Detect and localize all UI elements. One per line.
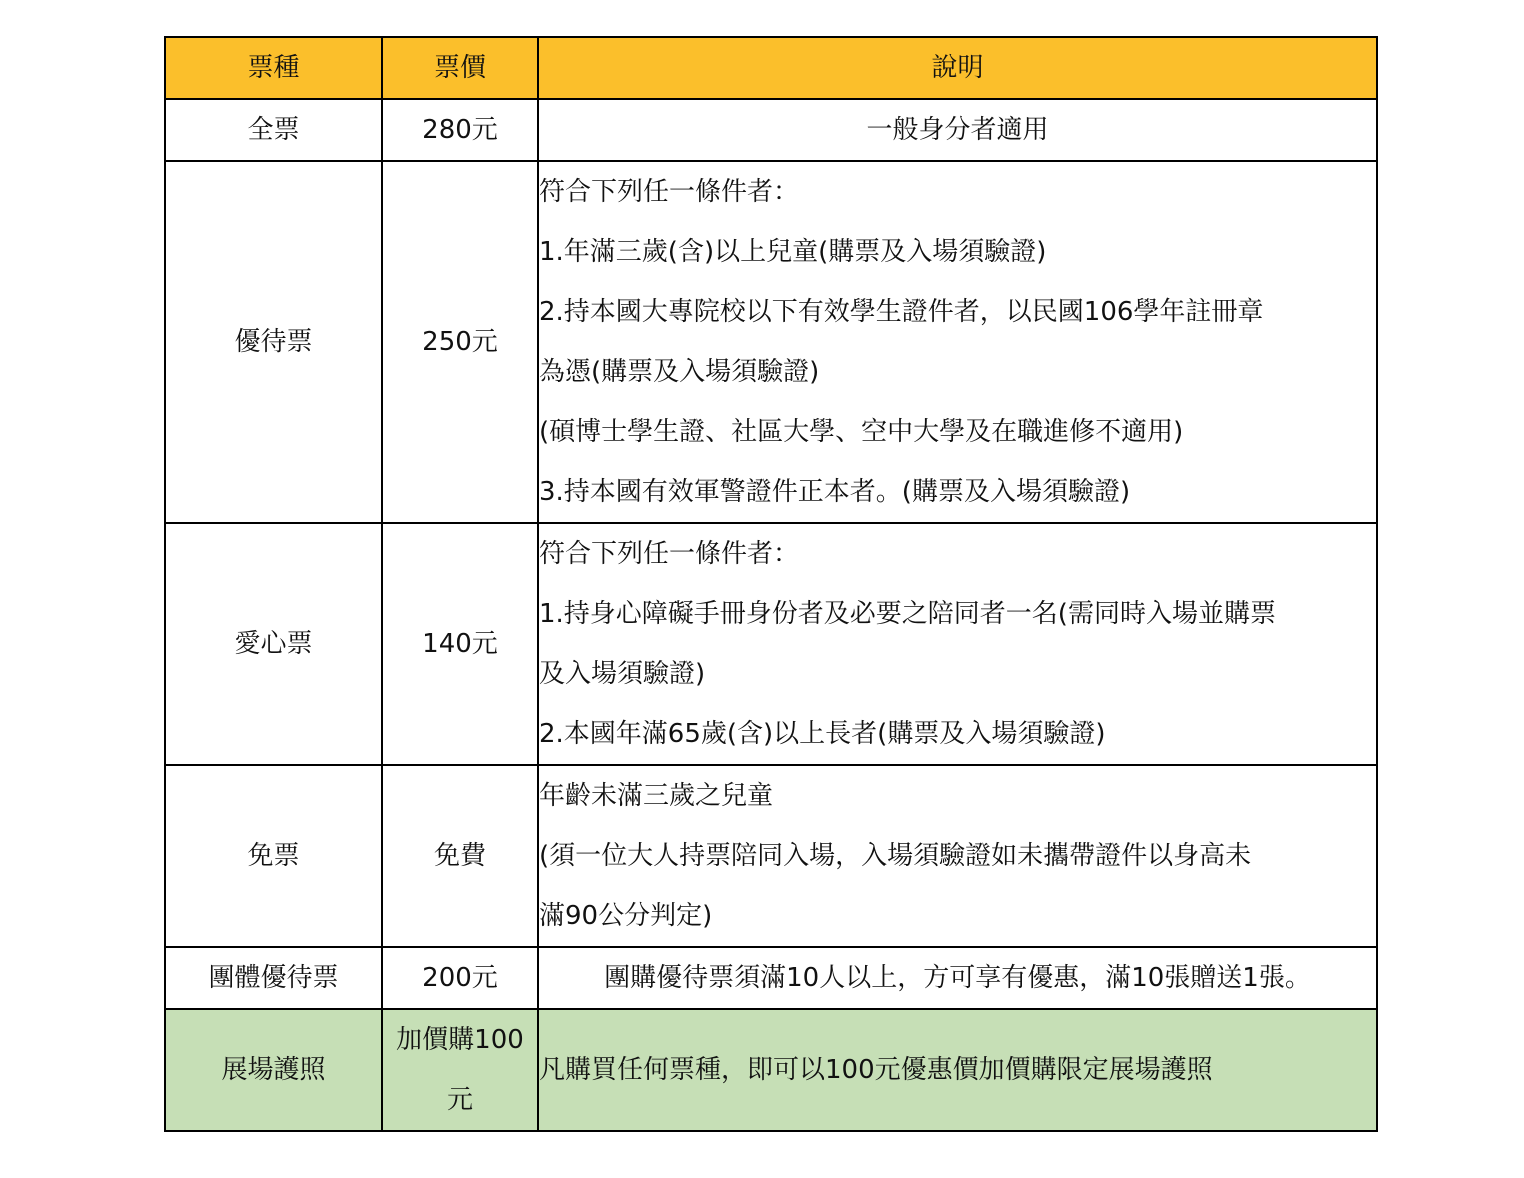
table-header-row [165,37,1377,99]
price-line: 元 [446,1085,473,1115]
ticket-price-cell: 140元 [382,523,538,765]
ticket-price-cell: 免費 [382,765,538,947]
header-ticket-price: 票價 [382,37,538,99]
ticket-price-cell: 250元 [382,161,538,523]
description-line: 1.年滿三歲(含)以上兒童(購票及入場須驗證) [539,237,1047,267]
ticket-price-cell: 280元 [382,99,538,161]
description-line: 及入場須驗證) [539,659,706,689]
description-line: 2.持本國大專院校以下有效學生證件者，以民國106學年註冊章 [539,297,1264,327]
description-line: 3.持本國有效軍警證件正本者。(購票及入場須驗證) [539,477,1131,507]
description-line: 2.本國年滿65歲(含)以上長者(購票及入場須驗證) [539,719,1106,749]
ticket-type-cell: 免票 [165,765,382,947]
ticket-type-cell: 優待票 [165,161,382,523]
ticket-description-cell: 團購優待票須滿10人以上，方可享有優惠，滿10張贈送1張。 [538,947,1377,1009]
description-line: 年齡未滿三歲之兒童 [539,781,774,811]
description-line: 滿90公分判定) [539,901,713,931]
table-row-group [165,947,1377,1009]
ticket-price-table [164,36,1378,1132]
ticket-type-cell: 全票 [165,99,382,161]
ticket-description-cell [538,161,1377,523]
description-line: 符合下列任一條件者： [539,539,800,569]
ticket-type-cell: 展場護照 [165,1009,382,1131]
table-row-discount [165,161,1377,523]
table-row-full [165,99,1377,161]
ticket-type-cell: 愛心票 [165,523,382,765]
price-line: 加價購100 [396,1025,524,1055]
table-row-charity [165,523,1377,765]
ticket-price-cell [382,1009,538,1131]
ticket-type-cell: 團體優待票 [165,947,382,1009]
description-line: (須一位大人持票陪同入場，入場須驗證如未攜帶證件以身高未 [539,841,1252,871]
table-row-free [165,765,1377,947]
header-ticket-type: 票種 [165,37,382,99]
header-description: 說明 [538,37,1377,99]
description-line: 為憑(購票及入場須驗證) [539,357,820,387]
ticket-price-cell: 200元 [382,947,538,1009]
ticket-description-cell [538,523,1377,765]
description-line: 符合下列任一條件者： [539,177,800,207]
description-line: (碩博士學生證、社區大學、空中大學及在職進修不適用) [539,417,1184,447]
description-line: 1.持身心障礙手冊身份者及必要之陪同者一名(需同時入場並購票 [539,599,1276,629]
table-row-passport [165,1009,1377,1131]
ticket-description-cell: 凡購買任何票種，即可以100元優惠價加價購限定展場護照 [538,1009,1377,1131]
ticket-description-cell [538,765,1377,947]
ticket-description-cell: 一般身分者適用 [538,99,1377,161]
